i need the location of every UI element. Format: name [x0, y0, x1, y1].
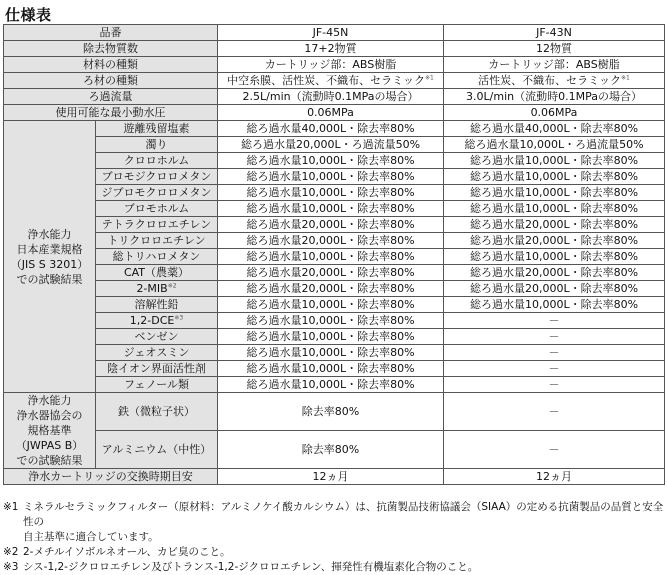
table-row [4, 345, 665, 361]
cell-a: 総ろ過水量10,000L・除去率80% [218, 329, 444, 345]
table-row [4, 313, 665, 329]
substance-label: クロロホルム [96, 153, 218, 169]
cell-b: 総ろ過水量10,000L・除去率80% [444, 249, 665, 265]
cell-a: 12ヵ月 [218, 469, 444, 485]
spec-table [3, 24, 665, 485]
cell-a: 総ろ過水量10,000L・除去率80% [218, 153, 444, 169]
cell-a: 総ろ過水量10,000L・除去率80% [218, 169, 444, 185]
footnote-ref: ※3 [174, 314, 184, 322]
footnote-ref: ※1 [424, 74, 434, 82]
jwpas-group-label: 浄水能力 浄水器協会の 規格基準 （JWPAS B） での試験結果 [4, 393, 96, 469]
cell-b: 総ろ過水量10,000L・ろ過流量50% [444, 137, 665, 153]
cell-b: 0.06MPa [444, 105, 665, 121]
cell-a: カートリッジ部：ABS樹脂 [218, 57, 444, 73]
cell-b: 総ろ過水量10,000L・除去率80% [444, 297, 665, 313]
cell-b: 12ヵ月 [444, 469, 665, 485]
cell-a: 2.5L/min（流動時0.1MPaの場合） [218, 89, 444, 105]
substance-label: 遊離残留塩素 [96, 121, 218, 137]
cell-a: 総ろ過水量20,000L・除去率80% [218, 233, 444, 249]
table-row [4, 361, 665, 377]
cell-b: － [444, 329, 665, 345]
substance-label: トリクロロエチレン [96, 233, 218, 249]
table-row [4, 431, 665, 469]
substance-label: CAT（農薬） [96, 265, 218, 281]
substance-label: 2-MIB$^{※2}$ [96, 281, 218, 297]
substance-label: ベンゼン [96, 329, 218, 345]
cell-b: 総ろ過水量10,000L・除去率80% [444, 153, 665, 169]
footnote-ref: ※2 [167, 282, 177, 290]
table-row [4, 233, 665, 249]
header-label: 品番 [4, 25, 218, 41]
substance-label: ジブロモクロロメタン [96, 185, 218, 201]
row-label: ろ過流量 [4, 89, 218, 105]
cell-a: 総ろ過水量10,000L・除去率80% [218, 249, 444, 265]
model-43n: JF-43N [444, 25, 665, 41]
cell-a: 0.06MPa [218, 105, 444, 121]
table-row [4, 201, 665, 217]
cell-b: － [444, 431, 665, 469]
cell-b: 総ろ過水量10,000L・除去率80% [444, 169, 665, 185]
table-row [4, 185, 665, 201]
table-row [4, 297, 665, 313]
cell-a: 総ろ過水量20,000L・除去率80% [218, 265, 444, 281]
table-row [4, 377, 665, 393]
table-row [4, 469, 665, 485]
cell-b: － [444, 393, 665, 431]
table-row [4, 121, 665, 137]
footnote-mark: ※2 [3, 546, 19, 558]
cell-a: 総ろ過水量10,000L・除去率80% [218, 377, 444, 393]
cell-a: 中空糸膜、活性炭、不織布、セラミック$^{※1}$ [218, 73, 444, 89]
footnote [3, 560, 665, 575]
cell-a: 総ろ過水量20,000L・除去率80% [218, 217, 444, 233]
substance-label: ブロモジクロロメタン [96, 169, 218, 185]
jis-group-label: 浄水能力 日本産業規格 （JIS S 3201） での試験結果 [4, 121, 96, 393]
substance-label: 鉄（微粒子状） [96, 393, 218, 431]
cell-a: 総ろ過水量20,000L・除去率80% [218, 281, 444, 297]
substance-label: ジェオスミン [96, 345, 218, 361]
cell-b: － [444, 377, 665, 393]
cell-a: 総ろ過水量40,000L・除去率80% [218, 121, 444, 137]
cell-b: 3.0L/min（流動時0.1MPaの場合） [444, 89, 665, 105]
table-row [4, 73, 665, 89]
footnote-mark: ※3 [3, 561, 19, 573]
model-45n: JF-45N [218, 25, 444, 41]
table-row [4, 153, 665, 169]
substance-label: 総トリハロメタン [96, 249, 218, 265]
cell-a: 総ろ過水量10,000L・除去率80% [218, 201, 444, 217]
footnote-text: 2-メチルイソボルネオール、カビ臭のこと。 [23, 546, 231, 558]
page-title: 仕様表 [5, 6, 52, 24]
table-row [4, 41, 665, 57]
row-label: ろ材の種類 [4, 73, 218, 89]
cell-a: 総ろ過水量10,000L・除去率80% [218, 345, 444, 361]
row-label: 使用可能な最小動水圧 [4, 105, 218, 121]
table-row [4, 281, 665, 297]
footnote-text: ミネラルセラミックフィルター（原材料：アルミノケイ酸カルシウム）は、抗菌製品技術協議会（SIAA）の定める抗菌製品の品質と安全性の [23, 501, 664, 528]
cell-a: 除去率80% [218, 431, 444, 469]
cell-b: 総ろ過水量20,000L・除去率80% [444, 217, 665, 233]
cell-b: 総ろ過水量40,000L・除去率80% [444, 121, 665, 137]
substance-label: アルミニウム（中性） [96, 431, 218, 469]
footnote-continuation: 自主基準に適合しています。 [23, 531, 159, 543]
table-row [4, 57, 665, 73]
cell-b: － [444, 313, 665, 329]
table-row [4, 105, 665, 121]
row-label: 浄水カートリッジの交換時期目安 [4, 469, 218, 485]
table-row [4, 329, 665, 345]
cell-a: 17+2物質 [218, 41, 444, 57]
footnote-ref: ※1 [620, 74, 630, 82]
table-row [4, 217, 665, 233]
cell-b: － [444, 345, 665, 361]
cell-a: 総ろ過水量20,000L・ろ過流量50% [218, 137, 444, 153]
substance-label: 溶解性鉛 [96, 297, 218, 313]
table-row [4, 169, 665, 185]
cell-b: 12物質 [444, 41, 665, 57]
cell-a: 除去率80% [218, 393, 444, 431]
table-row [4, 137, 665, 153]
table-row [4, 89, 665, 105]
cell-a: 総ろ過水量10,000L・除去率80% [218, 185, 444, 201]
cell-b: 総ろ過水量10,000L・除去率80% [444, 201, 665, 217]
cell-b: － [444, 361, 665, 377]
cell-a: 総ろ過水量10,000L・除去率80% [218, 361, 444, 377]
cell-b: 総ろ過水量20,000L・除去率80% [444, 265, 665, 281]
cell-b: 総ろ過水量10,000L・除去率80% [444, 185, 665, 201]
row-label: 除去物質数 [4, 41, 218, 57]
substance-label: 陰イオン界面活性剤 [96, 361, 218, 377]
footnote [3, 500, 665, 530]
substance-label: ブロモホルム [96, 201, 218, 217]
substance-label: 1,2-DCE$^{※3}$ [96, 313, 218, 329]
cell-b: カートリッジ部：ABS樹脂 [444, 57, 665, 73]
table-row [4, 393, 665, 431]
footnote [3, 545, 665, 560]
footnote-text: シス-1,2-ジクロロエチレン及びトランス-1,2-ジクロロエチレン、揮発性有機塩素化合物のこと。 [23, 561, 479, 573]
cell-a: 総ろ過水量10,000L・除去率80% [218, 313, 444, 329]
cell-b: 総ろ過水量20,000L・除去率80% [444, 233, 665, 249]
table-row [4, 249, 665, 265]
substance-label: 濁り [96, 137, 218, 153]
substance-label: テトラクロロエチレン [96, 217, 218, 233]
footnote-mark: ※1 [3, 501, 19, 513]
table-row [4, 25, 665, 41]
cell-a: 総ろ過水量10,000L・除去率80% [218, 297, 444, 313]
substance-label: フェノール類 [96, 377, 218, 393]
footnotes [3, 500, 665, 575]
cell-b: 活性炭、不織布、セラミック$^{※1}$ [444, 73, 665, 89]
row-label: 材料の種類 [4, 57, 218, 73]
table-row [4, 265, 665, 281]
cell-b: 総ろ過水量20,000L・除去率80% [444, 281, 665, 297]
